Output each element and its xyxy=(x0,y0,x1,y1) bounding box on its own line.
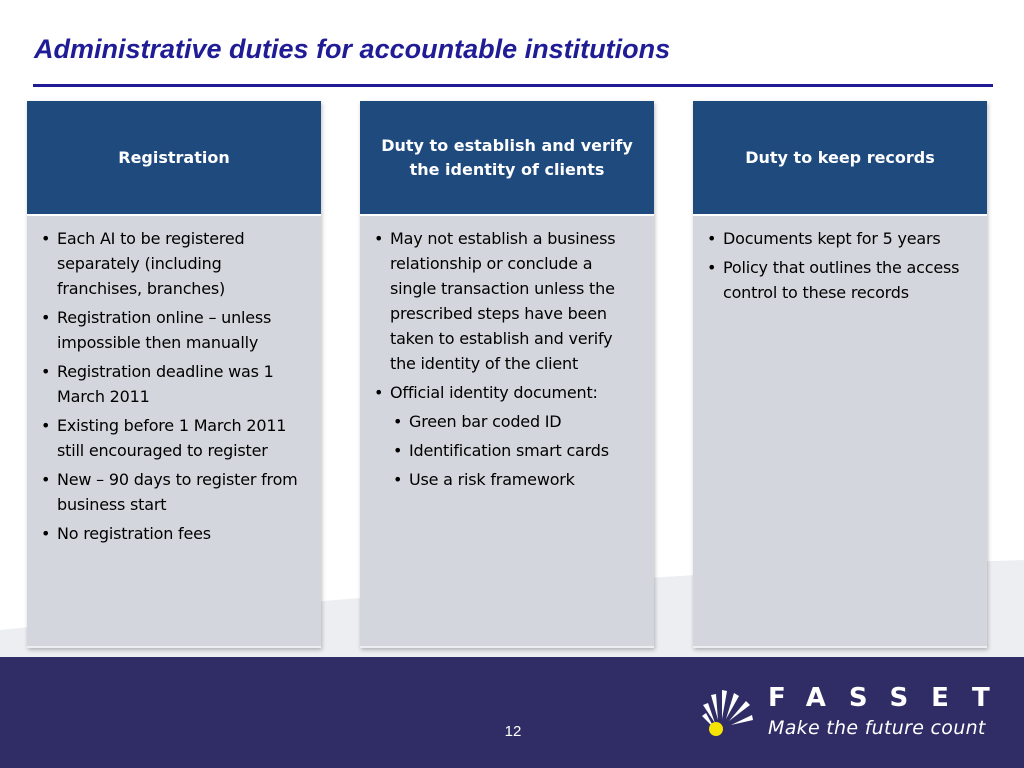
list-item: • No registration fees xyxy=(39,521,309,546)
list-item: • Each AI to be registered separately (including franchises, branches) xyxy=(39,226,309,301)
sub-list-item: • Identification smart cards xyxy=(391,438,642,463)
title-underline xyxy=(33,84,993,87)
column-registration xyxy=(27,101,321,648)
fasset-sun-logo-icon xyxy=(700,686,754,740)
sub-list-item: • Use a risk framework xyxy=(391,467,642,492)
list-item: • Documents kept for 5 years xyxy=(705,226,975,251)
list-item: • Existing before 1 March 2011 still encouraged to register xyxy=(39,413,309,463)
list-item: • Registration deadline was 1 March 2011 xyxy=(39,359,309,409)
list-item: • Registration online – unless impossible then manually xyxy=(39,305,309,355)
brand-name: FASSET xyxy=(768,683,1013,713)
column-body xyxy=(27,216,321,646)
column-body xyxy=(693,216,987,646)
column-records xyxy=(693,101,987,648)
slide-title: Administrative duties for accountable institutions xyxy=(34,34,671,64)
list-item: • Official identity document: xyxy=(372,380,642,405)
column-heading: Duty to keep records xyxy=(693,101,987,216)
sub-list-item: • Green bar coded ID xyxy=(391,409,642,434)
brand-tagline: Make the future count xyxy=(768,717,986,739)
column-identity xyxy=(360,101,654,648)
bullet-list xyxy=(705,226,975,305)
list-item: • New – 90 days to register from business start xyxy=(39,467,309,517)
column-heading: Duty to establish and verify the identity of clients xyxy=(360,101,654,216)
list-item: • May not establish a business relationship or conclude a single transaction unless the prescribed steps have been taken to establish and verify the identity of the client xyxy=(372,226,642,376)
column-heading: Registration xyxy=(27,101,321,216)
list-item: • Policy that outlines the access control to these records xyxy=(705,255,975,305)
page-number: 12 xyxy=(504,723,522,740)
column-body xyxy=(360,216,654,646)
bullet-list xyxy=(39,226,309,546)
bullet-list xyxy=(372,226,642,492)
